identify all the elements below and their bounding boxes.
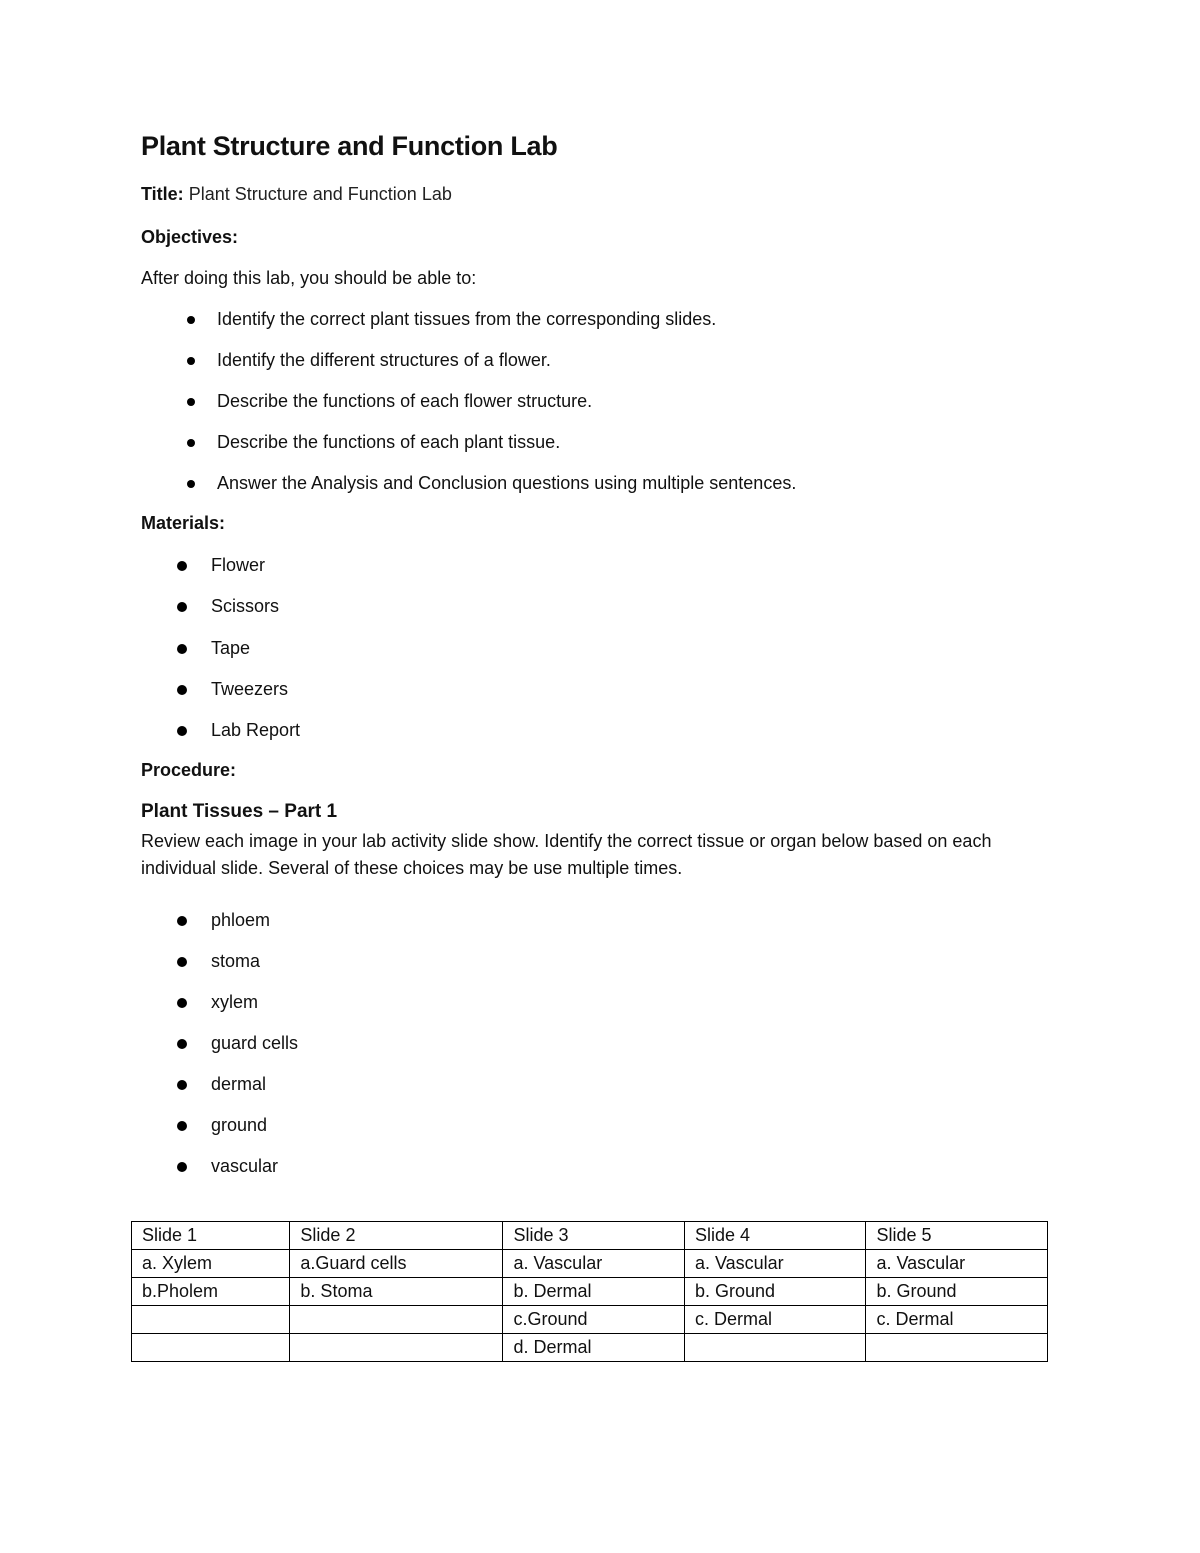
table-header-cell: Slide 1 (132, 1222, 290, 1250)
tissue-choice-text: guard cells (211, 1033, 299, 1053)
material-text: Lab Report (211, 720, 301, 740)
table-cell (132, 1334, 290, 1362)
table-row (132, 1250, 1048, 1278)
table-cell: c.Ground (503, 1306, 684, 1334)
table-cell (684, 1334, 865, 1362)
bullet-icon (187, 439, 195, 447)
table-cell: a. Xylem (132, 1250, 290, 1278)
tissue-choice-text: stoma (211, 951, 261, 971)
bullet-icon (177, 1080, 187, 1090)
bullet-icon (177, 561, 187, 571)
table-cell: b. Ground (684, 1278, 865, 1306)
part1-instructions: Review each image in your lab activity slide show. Identify the correct tissue or organ below based on each individual slide. Several of these choices may be use multiple times. (141, 831, 992, 878)
table-cell: b. Stoma (290, 1278, 503, 1306)
table-cell: a. Vascular (866, 1250, 1048, 1278)
objective-text: Describe the functions of each flower structure. (217, 391, 593, 411)
table-cell: c. Dermal (866, 1306, 1048, 1334)
table-cell (866, 1334, 1048, 1362)
table-header-cell: Slide 4 (684, 1222, 865, 1250)
objectives-heading: Objectives: (141, 227, 239, 247)
slide-answer-table (131, 1221, 1048, 1362)
table-row (132, 1306, 1048, 1334)
table-cell: b.Pholem (132, 1278, 290, 1306)
bullet-icon (187, 316, 195, 324)
material-text: Scissors (211, 596, 280, 616)
bullet-icon (177, 685, 187, 695)
table-header-cell: Slide 2 (290, 1222, 503, 1250)
objectives-intro: After doing this lab, you should be able to: (141, 268, 477, 288)
table-cell: d. Dermal (503, 1334, 684, 1362)
table-row (132, 1334, 1048, 1362)
material-text: Tape (211, 638, 251, 658)
tissue-choice-text: vascular (211, 1156, 279, 1176)
table-cell: a. Vascular (684, 1250, 865, 1278)
tissue-choice-text: dermal (211, 1074, 267, 1094)
bullet-icon (187, 480, 195, 488)
bullet-icon (177, 602, 187, 612)
objective-text: Describe the functions of each plant tissue. (217, 432, 561, 452)
materials-heading: Materials: (141, 513, 226, 533)
bullet-icon (177, 998, 187, 1008)
objective-text: Answer the Analysis and Conclusion questions using multiple sentences. (217, 473, 797, 493)
table-cell: a. Vascular (503, 1250, 684, 1278)
bullet-icon (177, 644, 187, 654)
material-text: Tweezers (211, 679, 289, 699)
bullet-icon (177, 1039, 187, 1049)
bullet-icon (177, 1121, 187, 1131)
table-cell (290, 1334, 503, 1362)
table-cell: c. Dermal (684, 1306, 865, 1334)
material-text: Flower (211, 555, 266, 575)
objective-text: Identify the different structures of a flower. (217, 350, 551, 370)
table-cell: b. Ground (866, 1278, 1048, 1306)
objective-text: Identify the correct plant tissues from the corresponding slides. (217, 309, 717, 329)
table-header-cell: Slide 3 (503, 1222, 684, 1250)
bullet-icon (187, 398, 195, 406)
table-row (132, 1278, 1048, 1306)
table-header-cell: Slide 5 (866, 1222, 1048, 1250)
table-cell (132, 1306, 290, 1334)
tissue-choice-text: phloem (211, 910, 271, 930)
bullet-icon (187, 357, 195, 365)
title-line (141, 184, 452, 205)
table-cell: a.Guard cells (290, 1250, 503, 1278)
table-header-row (132, 1222, 1048, 1250)
bullet-icon (177, 726, 187, 736)
bullet-icon (177, 916, 187, 926)
tissue-choice-text: xylem (211, 992, 259, 1012)
table-cell: b. Dermal (503, 1278, 684, 1306)
part1-heading: Plant Tissues – Part 1 (141, 801, 338, 822)
title-value: Plant Structure and Function Lab (188, 184, 452, 204)
bullet-icon (177, 1162, 187, 1172)
table-cell (290, 1306, 503, 1334)
tissue-choice-text: ground (211, 1115, 268, 1135)
title-label: Title: (141, 184, 184, 204)
procedure-heading: Procedure: (141, 760, 237, 780)
document-title: Plant Structure and Function Lab (141, 131, 558, 161)
bullet-icon (177, 957, 187, 967)
